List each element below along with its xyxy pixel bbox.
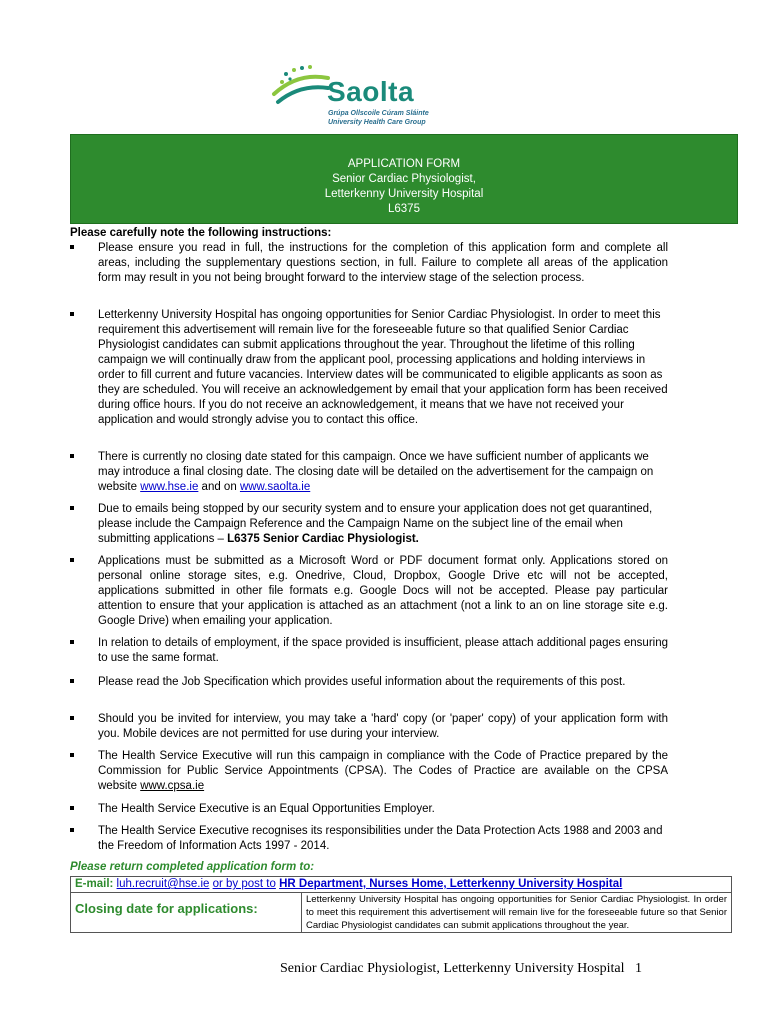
instruction-text xyxy=(98,450,668,495)
hospital-name: Letterkenny University Hospital xyxy=(324,188,484,200)
bullet-icon xyxy=(70,679,74,683)
postal-address: HR Department, Nurses Home, Letterkenny University Hospital xyxy=(279,878,623,890)
instruction-text: Should you be invited for interview, you may take a 'hard' copy (or 'paper' copy) of your application form with you. Mobile devices are not permitted for use during your interview. xyxy=(98,713,668,740)
instruction-text-part: Due to emails being stopped by our security system and to ensure your application does not get quarantined, please include the Campaign Reference and the Campaign Name on the subject line of the email when submitting applications – xyxy=(98,503,653,545)
instruction-text xyxy=(98,502,668,547)
email-cell xyxy=(71,877,732,893)
bullet-icon xyxy=(70,828,74,832)
footer-text: Senior Cardiac Physiologist, Letterkenny University Hospital xyxy=(280,961,625,976)
instruction-text: Applications must be submitted as a Microsoft Word or PDF document format only. Applications stored on personal online storage sites, e.g. Onedrive, Cloud, Dropbox, Google Drive etc will not be accepted, applications submitted in other file formats e.g. Google Docs will not be accepted. Please pay particular attention to ensure that your application is attached as an attachment (not a link to an on line storage site e.g. Google Drive) when emailing your application. xyxy=(98,555,668,627)
instruction-text: In relation to details of employment, if the space provided is insufficient, please attach additional pages ensuring to use the same format. xyxy=(98,637,668,664)
bullet-icon xyxy=(70,506,74,510)
saolta-logo xyxy=(270,62,470,134)
campaign-subject-line: L6375 Senior Cardiac Physiologist. xyxy=(227,533,419,545)
bullet-icon xyxy=(70,806,74,810)
instruction-text: Please read the Job Specification which provides useful information about the requirements of this post. xyxy=(98,676,626,688)
logo-subtitle-irish: Grúpa Ollscoile Cúram Sláinte xyxy=(328,110,429,117)
instruction-text: Please ensure you read in full, the instructions for the completion of this application form and complete all areas, including the supplementary questions section, in full. Failure to complete all areas of the application form may result in you not being brought forward to the interview stage of the selection process. xyxy=(98,242,668,284)
post-text: or by post to xyxy=(212,878,276,890)
bullet-icon xyxy=(70,640,74,644)
closing-date-text: Letterkenny University Hospital has ongoing opportunities for Senior Cardiac Physiologist. In order to meet this requirement this advertisement will remain live for the foreseeable future so that Senior Cardiac Physiologist candidates can submit applications throughout the year. xyxy=(302,893,732,933)
instruction-text xyxy=(98,749,668,794)
closing-date-label: Closing date for applications: xyxy=(71,893,302,933)
logo-name: Saolta xyxy=(327,76,415,107)
saolta-swoosh-icon xyxy=(270,64,330,114)
closing-row xyxy=(71,893,732,933)
bullet-icon xyxy=(70,753,74,757)
contact-table xyxy=(70,876,732,933)
instruction-text: Letterkenny University Hospital has ongoing opportunities for Senior Cardiac Physiologist. In order to meet this requirement this advertisement will remain live for the foreseeable future so that qualified Senior Cardiac Physiologist candidates can submit applications throughout the year. Throughout the lifetime of this rolling campaign we will continually draw from the applicant pool, processing applications and holding interviews in order to fill current and future vacancies. Interview dates will be communicated to eligible applicants as soon as they are scheduled. You will receive an acknowledgement by email that your application form has been received during office hours. If you do not receive an acknowledgement, it means that we have not received your application and would strongly advise you to contact this office. xyxy=(98,309,668,426)
bullet-icon xyxy=(70,716,74,720)
email-row xyxy=(71,877,732,893)
form-title: APPLICATION FORM xyxy=(347,158,461,170)
cpsa-website-link[interactable]: www.cpsa.ie xyxy=(140,780,205,792)
instruction-text-part: and on xyxy=(198,481,240,493)
title-banner xyxy=(70,134,738,224)
bullet-icon xyxy=(70,312,74,316)
instruction-text: The Health Service Executive recognises its responsibilities under the Data Protection Acts 1988 and 2003 and the Freedom of Information Acts 1997 - 2014. xyxy=(98,825,663,852)
bullet-icon xyxy=(70,454,74,458)
bullet-icon xyxy=(70,558,74,562)
page-number: 1 xyxy=(635,961,643,976)
logo-subtitle-english: University Health Care Group xyxy=(328,119,426,126)
email-label: E-mail: xyxy=(75,878,114,890)
instruction-text-part: The Health Service Executive will run this campaign in compliance with the Code of Practice prepared by the Commission for Public Service Appointments (CPSA). The Codes of Practice are available on the CPSA website xyxy=(98,750,668,792)
saolta-website-link[interactable]: www.saolta.ie xyxy=(239,481,311,493)
instruction-text: The Health Service Executive is an Equal Opportunities Employer. xyxy=(98,803,435,815)
recruit-email-link[interactable]: luh.recruit@hse.ie xyxy=(116,878,210,890)
bullet-icon xyxy=(70,245,74,249)
hse-website-link[interactable]: www.hse.ie xyxy=(140,481,199,493)
position-title: Senior Cardiac Physiologist, xyxy=(332,173,476,185)
instructions-heading: Please carefully note the following instructions: xyxy=(70,227,332,239)
return-heading: Please return completed application form to: xyxy=(70,861,315,873)
campaign-reference: L6375 xyxy=(388,203,420,215)
page-footer xyxy=(280,961,642,977)
instruction-text-part: There is currently no closing date stated for this campaign. Once we have sufficient number of applicants we may introduce a final closing date. The closing date will be detailed on the advertisement for the campaign on website xyxy=(98,451,654,493)
